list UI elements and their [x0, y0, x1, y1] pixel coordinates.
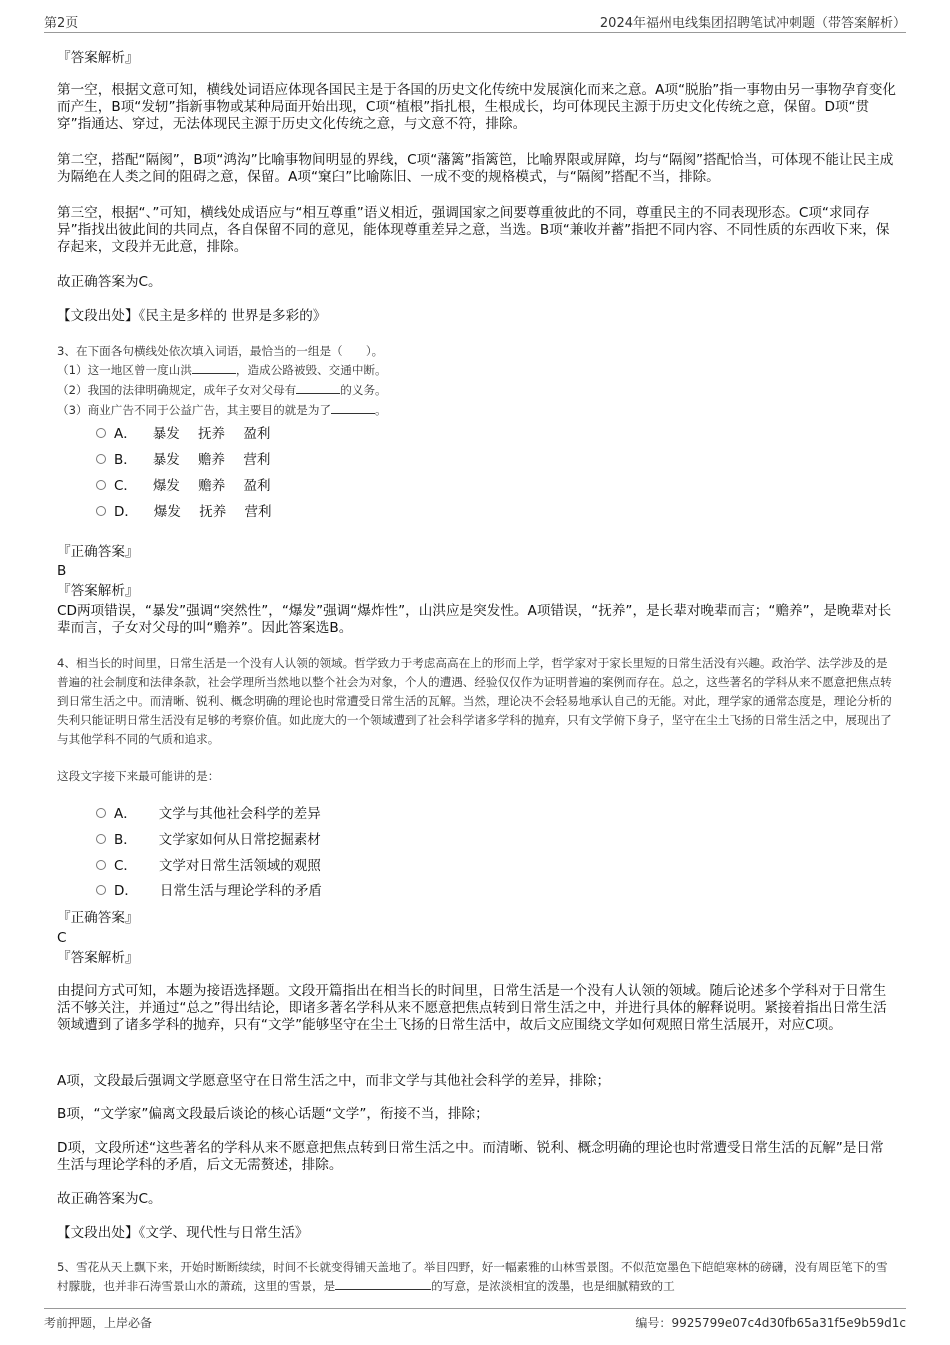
radio-icon[interactable] [96, 506, 106, 516]
q4-analysis-p4: D项，文段所述“这些著名的学科从来不愿意把焦点转到日常生活之中。而清晰、锐利、概念明确的理论也时常遭受日常生活的瓦解”是日常生活与理论学科的矛盾，后文无需赘述，排除。 [57, 1140, 884, 1173]
q3-stem: 3、在下面各句横线处依次填入词语，最恰当的一组是（ ）。 [57, 344, 384, 358]
q4-analysis-p1: 由提问方式可知，本题为接语选择题。文段开篇指出在相当长的时间里，日常生活是一个没有人认领的领域。随后论述多个学科对于日常生活不够关注，并通过“总之”得出结论，即诸多著名学科从来不愿意把焦点转到日常生活之中，并进行具体的解释说明。紧接着指出日常生活领域遭到了诸多学科的抛弃，只有“文学”能够坚守在尘土飞扬的日常生活中，故后文应围绕文学如何观照日常生活展开，对应C项。 [57, 983, 887, 1033]
radio-icon[interactable] [96, 885, 106, 895]
blank-line [296, 381, 340, 394]
q3-sentence-1: （1）这一地区曾一度山洪 ，造成公路被毁、交通中断。 [57, 363, 387, 377]
q3-sentence-3: （3）商业广告不同于公益广告，其主要目的就是为了 。 [57, 403, 387, 417]
q3-analysis: CD两项错误，“暴发”强调“突然性”，“爆发”强调“爆炸性”，山洪应是突发性。A项错误，“抚养”，是长辈对晚辈而言；“赡养”，是晚辈对长辈而言，子女对父母的叫“赡养”。因此答案选B。 [57, 603, 892, 636]
blank-line [335, 1277, 431, 1290]
q5-stem: 5、雪花从天上飘下来，开始时断断续续，时间不长就变得铺天盖地了。举目四野，好一幅素雅的山林雪景图。不似范宽墨色下皑皑寒林的磅礴，没有周臣笔下的雪村朦胧，也并非石涛雪景山水的萧疏，这里的雪景，是 的写意，是浓淡相宜的泼墨，也是细腻精致的工 [57, 1260, 888, 1293]
radio-icon[interactable] [96, 860, 106, 870]
q4-analysis-p3: B项，“文学家”偏离文段最后谈论的核心话题“文学”，衔接不当，排除； [57, 1106, 489, 1122]
q2-analysis-p1: 第一空，根据文意可知，横线处词语应体现各国民主是于各国的历史文化传统中发展演化而来之意。A项“脱胎”指一事物由另一事物孕育变化而产生，B项“发轫”指新事物或某种局面开始出现，C项“植根”指扎根，生根成长，均可体现民主源于历史文化传统之意，保留。D项“贯穿”指通达、穿过，无法体现民主源于历史文化传统之意，与文意不符，排除。 [57, 82, 897, 132]
document-title: 2024年福州电线集团招聘笔试冲刺题（带答案解析） [599, 16, 906, 31]
q4-answer: C [57, 930, 67, 946]
q3-answer: B [57, 563, 67, 579]
q2-analysis-p2: 第二空，搭配“隔阂”，B项“鸿沟”比喻事物间明显的界线，C项“藩篱”指篱笆，比喻界限或屏障，均与“隔阂”搭配恰当，可体现不能让民主成为隔绝在人类之间的阻碍之意，保留。A项“窠臼”比喻陈旧、一成不变的规格模式，与“隔阂”搭配不当，排除。 [57, 152, 894, 185]
page-number: 第2页 [44, 16, 79, 31]
radio-icon[interactable] [96, 428, 106, 438]
radio-icon[interactable] [96, 480, 106, 490]
q3-option-b[interactable]: B． 暴发 赡养 营利 [96, 451, 270, 469]
footer-slogan: 考前押题，上岸必备 [44, 1316, 153, 1330]
q4-source: 【文段出处】《文学、现代性与日常生活》 [57, 1225, 309, 1241]
q4-option-c[interactable]: C． 文学对日常生活领域的观照 [96, 857, 321, 875]
q3-sentence-2: （2）我国的法律明确规定，成年子女对父母有 的义务。 [57, 383, 387, 397]
q3-option-d[interactable]: D． 爆发 抚养 营利 [96, 503, 272, 521]
q4-conclusion: 故正确答案为C。 [57, 1191, 162, 1207]
footer-divider [44, 1308, 906, 1309]
q2-conclusion: 故正确答案为C。 [57, 274, 162, 290]
q2-source: 【文段出处】《民主是多样的 世界是多彩的》 [57, 308, 327, 324]
q3-analysis-label: 『答案解析』 [57, 583, 139, 599]
q4-option-a[interactable]: A． 文学与其他社会科学的差异 [96, 805, 321, 823]
q4-option-b[interactable]: B． 文学家如何从日常挖掘素材 [96, 831, 321, 849]
header-divider [44, 32, 906, 33]
blank-line [192, 361, 236, 374]
q4-answer-label: 『正确答案』 [57, 910, 139, 926]
q2-analysis-label: 『答案解析』 [57, 50, 139, 66]
q4-analysis-p2: A项，文段最后强调文学愿意坚守在日常生活之中，而非文学与其他社会科学的差异，排除； [57, 1073, 611, 1089]
radio-icon[interactable] [96, 808, 106, 818]
q4-option-d[interactable]: D． 日常生活与理论学科的矛盾 [96, 882, 322, 900]
q2-analysis-p3: 第三空，根据“、”可知，横线处成语应与“相互尊重”语义相近，强调国家之间要尊重彼此的不同，尊重民主的不同表现形态。C项“求同存异”指找出彼此间的共同点，各自保留不同的意见，能体现尊重差异之意，当选。B项“兼收并蓄”指把不同内容、不同性质的东西收下来，保存起来，文段并无此意，排除。 [57, 205, 890, 255]
q4-stem: 4、相当长的时间里，日常生活是一个没有人认领的领域。哲学致力于考虑高高在上的形而上学，哲学家对于家长里短的日常生活没有兴趣。政治学、法学涉及的是普遍的社会制度和法律条款，社会学理所当然地以整个社会为对象，个人的遭遇、经验仅仅作为证明普遍的案例而存在。总之，这些著名的学科从来不愿意把焦点转到日常生活之中。而清晰、锐利、概念明确的理论也时常遭受日常生活的瓦解。当然，理论决不会轻易地承认自己的无能。对此，理学家的通常态度是，理论分析的失利只能证明日常生活没有足够的考察价值。如此庞大的一个领域遭到了社会科学诸多学科的抛弃，只有文学俯下身子，坚守在尘土飞扬的日常生活之中，展现出了与其他学科不同的气质和追求。 [57, 656, 892, 746]
blank-line [331, 401, 375, 414]
q3-option-a[interactable]: A． 暴发 抚养 盈利 [96, 425, 270, 443]
q4-analysis-label: 『答案解析』 [57, 950, 139, 966]
radio-icon[interactable] [96, 454, 106, 464]
radio-icon[interactable] [96, 834, 106, 844]
document-code: 编号：9925799e07c4d30fb65a31f5e9b59d1c [635, 1316, 906, 1330]
q3-answer-label: 『正确答案』 [57, 544, 139, 560]
q3-option-c[interactable]: C． 爆发 赡养 盈利 [96, 477, 271, 495]
q4-question: 这段文字接下来最可能讲的是： [57, 769, 220, 783]
